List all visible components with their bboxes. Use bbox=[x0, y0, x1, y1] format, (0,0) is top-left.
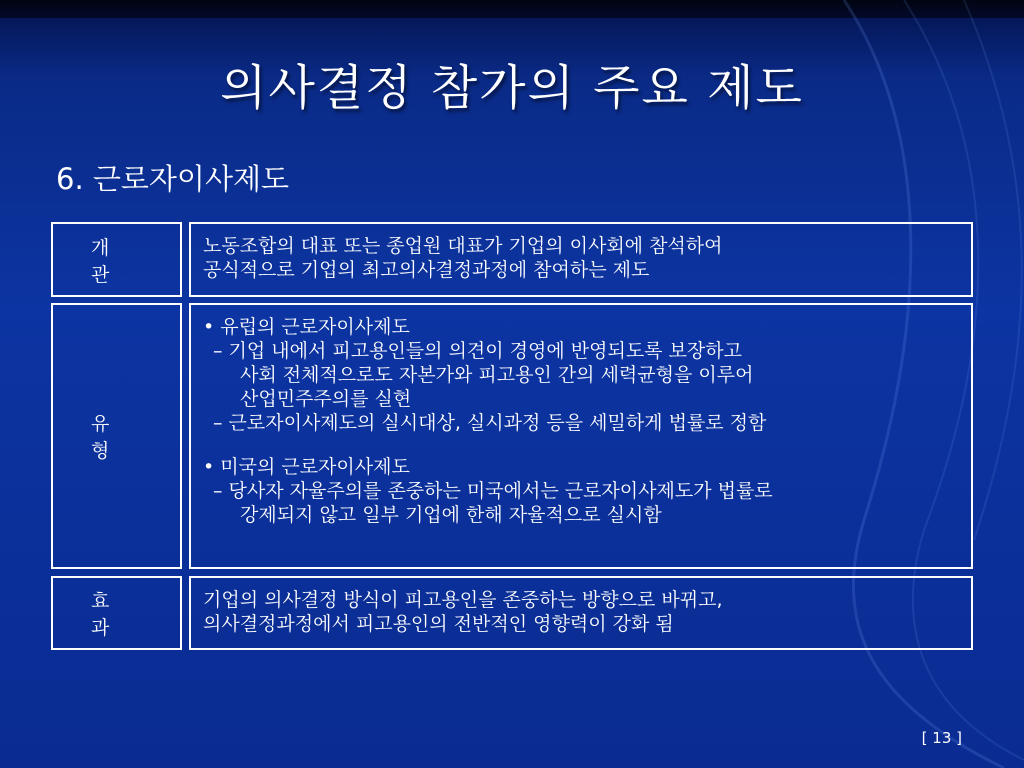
overview-line-1: 노동조합의 대표 또는 종업원 대표가 기업의 이사회에 참석하여 bbox=[203, 235, 723, 257]
effects-line-1: 기업의 의사결정 방식이 피고용인을 존중하는 방향으로 바뀌고, bbox=[203, 589, 723, 611]
types-europe-line-2: 사회 전체적으로도 자본가와 피고용인 간의 세력균형을 이루어 bbox=[240, 364, 754, 386]
label-types: 유형 bbox=[51, 303, 182, 569]
types-bullet-usa: • 미국의 근로자이사제도 bbox=[203, 456, 410, 478]
content-types bbox=[189, 303, 973, 569]
content-overview bbox=[189, 222, 973, 297]
spacer bbox=[203, 435, 959, 455]
types-bullet-europe: • 유럽의 근로자이사제도 bbox=[203, 316, 410, 338]
label-overview: 개관 bbox=[51, 222, 182, 297]
effects-line-2: 의사결정과정에서 피고용인의 전반적인 영향력이 강화 됨 bbox=[203, 613, 674, 635]
top-band bbox=[0, 0, 1024, 18]
page-number: [ 13 ] bbox=[921, 729, 962, 747]
types-europe-line-4: – 근로자이사제도의 실시대상, 실시과정 등을 세밀하게 법률로 정함 bbox=[213, 412, 767, 434]
label-effects: 효과 bbox=[51, 576, 182, 650]
types-europe-line-1: – 기업 내에서 피고용인들의 의견이 경영에 반영되도록 보장하고 bbox=[213, 340, 742, 362]
overview-line-2: 공식적으로 기업의 최고의사결정과정에 참여하는 제도 bbox=[203, 259, 650, 281]
types-usa-line-2: 강제되지 않고 일부 기업에 한해 자율적으로 실시함 bbox=[240, 504, 662, 526]
content-effects bbox=[189, 576, 973, 650]
slide-title: 의사결정 참가의 주요 제도 bbox=[220, 60, 804, 116]
types-usa-line-1: – 당사자 자율주의를 존중하는 미국에서는 근로자이사제도가 법률로 bbox=[213, 480, 773, 502]
types-europe-line-3: 산업민주주의를 실현 bbox=[240, 388, 412, 410]
section-subtitle: 6. 근로자이사제도 bbox=[56, 162, 289, 196]
